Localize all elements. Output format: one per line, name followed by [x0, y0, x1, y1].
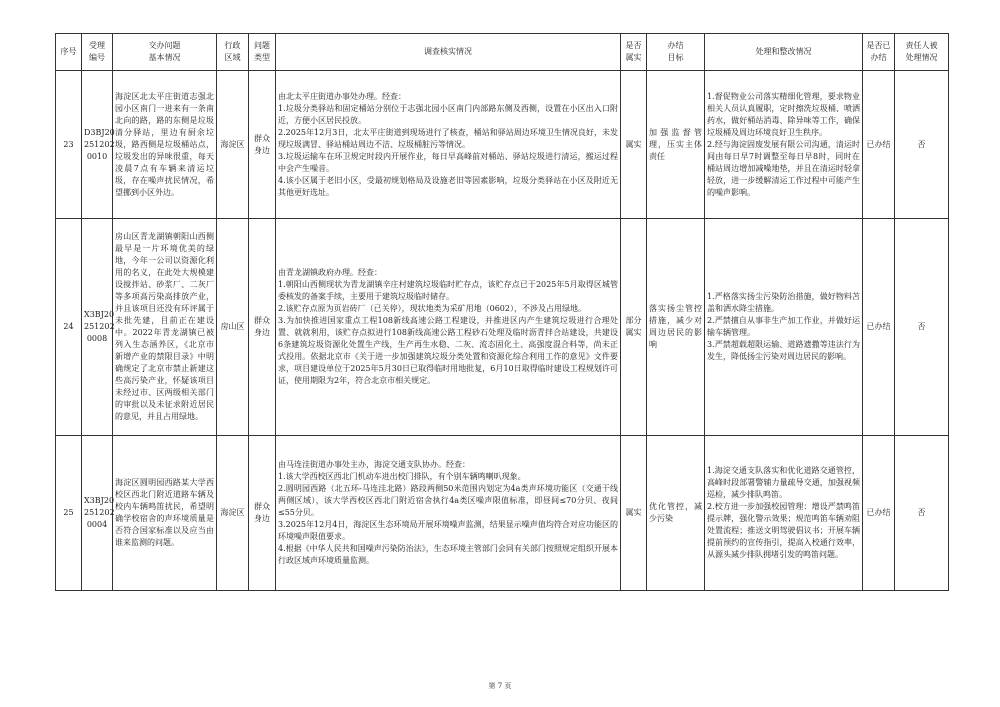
- header-seq: 序号: [56, 34, 82, 71]
- findings-line: 2.2025年12月3日，北太平庄街道到现场进行了核查，桶站和驿站周边环境卫生情况良好，未发现垃圾满冒、驿站桶站周边不洁、垃圾桶脏污等情况。: [278, 127, 618, 149]
- handling-line: 1.严格落实扬尘污染防治措施，做好物料苫盖和洒水降尘措施。: [707, 292, 860, 313]
- row-district: 房山区: [217, 219, 249, 436]
- row-closed: 已办结: [863, 219, 895, 436]
- header-accountability: 责任人被 处理情况: [895, 34, 949, 71]
- row-goal: 加强监督管理，压实主体责任: [647, 71, 705, 219]
- row-goal: 优化管控，减少污染: [647, 436, 705, 591]
- findings-line: 2.该贮存点原为页岩砖厂（已关停），现状地类为采矿用地（0602），不涉及占用绿地。: [278, 304, 586, 313]
- row-type: 群众 身边: [249, 71, 276, 219]
- header-closed: 是否已 办结: [863, 34, 895, 71]
- row-closed: 已办结: [863, 71, 895, 219]
- row-handling: [705, 219, 863, 436]
- row-type: 群众 身边: [249, 219, 276, 436]
- findings-line: 3.为加快推进国家重点工程108新线高速公路工程建设，并推进区内产生建筑垃圾进行合理处置、就就利用，该贮存点拟进行108新线高速公路工程砂石处理及临时沥青拌合站建设，共建设6条建筑垃圾资源化处置生产线，生产再生水稳、二灰、流态固化土、高强度混合料等，尚未正式投用。依据北京市《关于进一步加强建筑垃圾分类处置和资源化综合利用工作的意见》文件要求，项目建设单位于2025年5月30日已取得临时用地批复，6月10日取得临时建设工程规划许可证，使用期限为2年，符合北京市相关规定。: [278, 316, 618, 385]
- row-findings: [276, 71, 621, 219]
- row-verified: 部分 属实: [621, 219, 647, 436]
- row-handling: [705, 436, 863, 591]
- header-issue: 交办问题 基本情况: [113, 34, 217, 71]
- findings-line: 由北太平庄街道办事处办理。经查：: [278, 91, 406, 101]
- handling-line: 2.校方进一步加强校园管理：增设严禁鸣笛提示牌，强化警示效果；规范鸣笛车辆劝阻处置流程；推送文明驾驶倡议书；开展车辆提前预约的宣传指引，提高入校通行效率，从源头减少排队拥堵引发的鸣笛问题。: [707, 502, 860, 559]
- row-findings: [276, 219, 621, 436]
- header-code: 受理 编号: [82, 34, 113, 71]
- handling-line: 1.督促物业公司落实精细化管理，要求物业相关人员认真履职，定时擦洗垃圾桶、喷洒药水，做好桶站消毒、除异味等工作，确保垃圾桶及周边环境良好卫生秩序。: [707, 91, 860, 137]
- findings-line: 1.垃圾分类驿站和固定桶站分别位于志强北园小区南门内部路东侧及西侧，设置在小区出入口附近，方便小区居民投放。: [278, 103, 618, 125]
- findings-line: 3.垃圾运输车在环卫规定时段内开展作业，每日早高峰前对桶站、驿站垃圾进行清运，搬运过程中会产生噪音。: [278, 151, 618, 173]
- row-code: X3BJ20 251202 0008: [82, 219, 113, 436]
- row-code: X3BJ20 251202 0004: [82, 436, 113, 591]
- row-issue: 海淀区圆明园西路某大学西校区西北门附近道路车辆及校内车辆鸣笛扰民，希望明确学校宿舍的声环境质量是否符合国家标准以及应当由谁来监测的问题。: [113, 436, 217, 591]
- row-type: 群众 身边: [249, 436, 276, 591]
- row-district: 海淀区: [217, 436, 249, 591]
- table-row: [56, 71, 949, 219]
- row-accountability: 否: [895, 436, 949, 591]
- findings-line: 由青龙湖镇政府办理。经查：: [278, 268, 382, 277]
- table-row: [56, 219, 949, 436]
- row-district: 海淀区: [217, 71, 249, 219]
- row-closed: 已办结: [863, 436, 895, 591]
- case-table: [55, 33, 949, 591]
- handling-line: 3.严禁超载超限运输、道路遗撒等违法行为发生，降低扬尘污染对周边居民的影响。: [707, 340, 860, 361]
- findings-line: 1.该大学西校区西北门机动车进出校门排队，有个别车辆鸣喇叭现象。: [278, 472, 526, 481]
- findings-line: 1.朝阳山西侧现状为青龙湖镇辛庄村建筑垃圾临时贮存点，该贮存点已于2025年5月取得区城管委核发的备案手续，主要用于建筑垃圾临时储存。: [278, 280, 618, 301]
- row-seq: 24: [56, 219, 82, 436]
- findings-line: 3.2025年12月4日，海淀区生态环境局开展环境噪声监测，结果显示噪声值均符合对应功能区的环境噪声限值要求。: [278, 520, 618, 541]
- row-issue: 海淀区北太平庄街道志强北园小区南门一进来有一条南北向的路，路的东侧是垃圾清分驿站，里边有厨余垃圾，路西侧是垃圾桶站点，垃圾发出的异味很重，每天凌晨7点有车辆来清运垃圾，存在噪声扰民情况，希望挪到小区外边。: [113, 71, 217, 219]
- row-seq: 23: [56, 71, 82, 219]
- row-handling: [705, 71, 863, 219]
- row-goal: 落实扬尘管控措施，减少对周边居民的影响: [647, 219, 705, 436]
- header-verified: 是否 属实: [621, 34, 647, 71]
- findings-line: 由马连洼街道办事处主办，海淀交通支队协办。经查：: [278, 460, 470, 469]
- row-verified: 属实: [621, 71, 647, 219]
- handling-line: 1.海淀交通支队落实和优化道路交通管控，高峰时段部署警辅力量疏导交通，加强视频巡检，减少排队鸣笛。: [707, 466, 860, 499]
- table-row: [56, 436, 949, 591]
- header-findings: 调查核实情况: [276, 34, 621, 71]
- findings-line: 4.根据《中华人民共和国噪声污染防治法》，生态环境主管部门会同有关部门按照规定组织开展本行政区域声环境质量监测。: [278, 544, 618, 565]
- findings-line: 2.圆明园西路（北五环-马连洼北路）路段两侧50米范围内划定为4a类声环境功能区（交通干线两侧区域），该大学西校区西北门附近宿舍执行4a类区噪声限值标准，即昼间≤70分贝、夜间≤55分贝。: [278, 484, 618, 517]
- row-code: D3BJ20 251202 0010: [82, 71, 113, 219]
- row-issue: 房山区青龙湖镇朝阳山西侧最早是一片环境优美的绿地，今年一公司以资源化利用的名义，在此处大规模建设搅拌站、砂浆厂、二灰厂等多项高污染高排放产业，并且该项目还没有环评属于未批先建，目前正在建设中。2022年青龙湖镇已被列入生态涵养区，《北京市新增产业的禁限目录》中明确规定了北京市禁止新建这些高污染产业，怀疑该项目未经过市、区两级相关部门的审批以及未征求附近居民的意见，并且占用绿地。: [113, 219, 217, 436]
- row-accountability: 否: [895, 219, 949, 436]
- handling-line: 2.经与海淀固废发展有限公司沟通，清运时间由每日早7时调整至每日早8时，同时在桶站周边增加减噪地垫，并且在清运时轻拿轻放，进一步缓解清运工作过程中可能产生的噪声影响。: [707, 139, 860, 197]
- page-number: 第 7 页: [488, 682, 512, 690]
- row-seq: 25: [56, 436, 82, 591]
- header-district: 行政 区域: [217, 34, 249, 71]
- row-verified: 属实: [621, 436, 647, 591]
- header-type: 问题 类型: [249, 34, 276, 71]
- header-goal: 办结 目标: [647, 34, 705, 71]
- header-row: [56, 34, 949, 71]
- header-handling: 处理和整改情况: [705, 34, 863, 71]
- row-accountability: 否: [895, 71, 949, 219]
- row-findings: [276, 436, 621, 591]
- handling-line: 2.严禁擅自从事非生产加工作业，并做好运输车辆管理。: [707, 316, 860, 337]
- findings-line: 4.该小区属于老旧小区，受最初规划格局及设施老旧等因素影响，垃圾分类驿站在小区及附近无其他更好选址。: [278, 175, 618, 197]
